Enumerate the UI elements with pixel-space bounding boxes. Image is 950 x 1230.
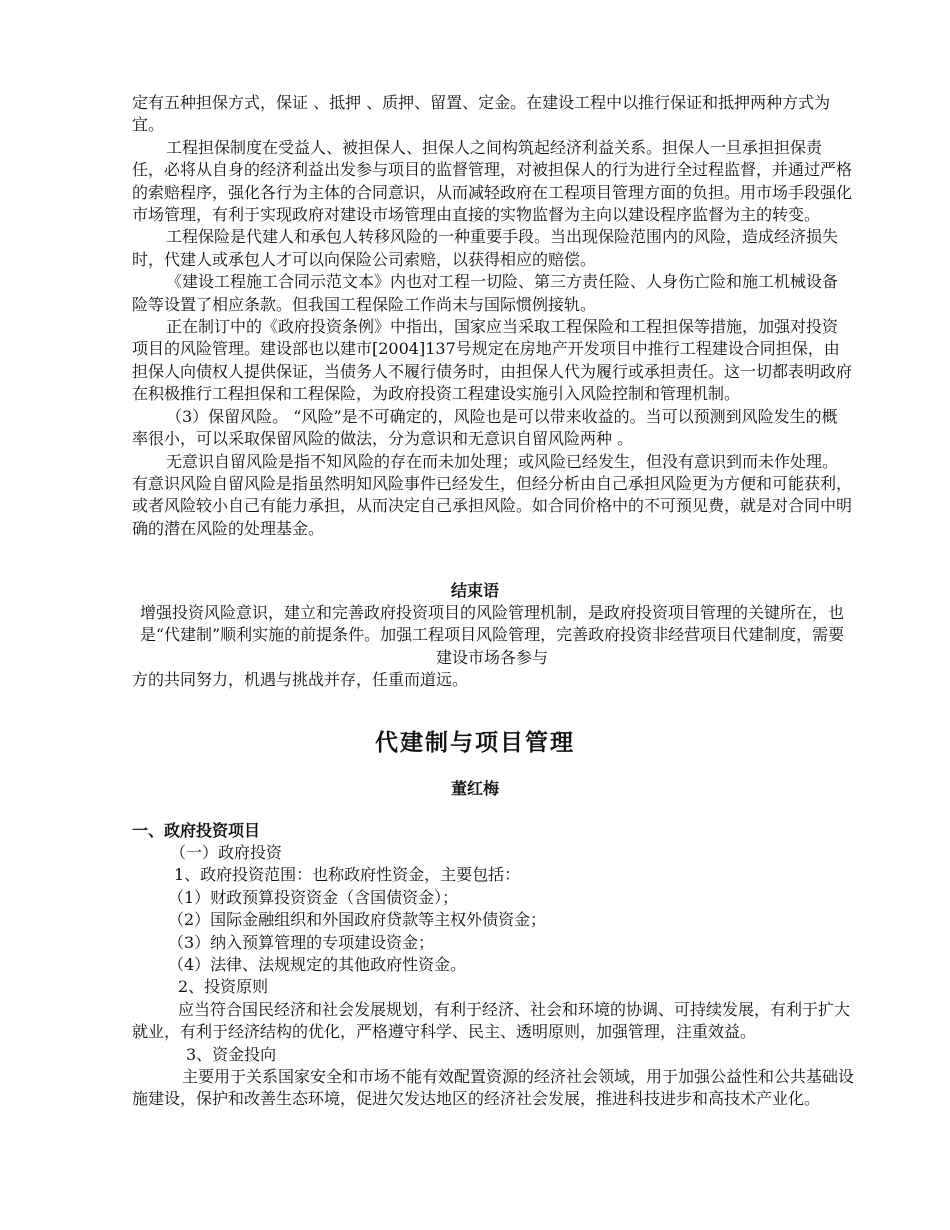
conclusion-centered-text: 增强投资风险意识，建立和完善政府投资项目的风险管理机制，是政府投资项目管理的关键所在，也是“代建制”顺利实施的前提条件。加强工程项目风险管理，完善政府投资非经营项目代建制度，需要建设市场各参与 [139,603,845,667]
conclusion-title: 结束语 [450,581,499,600]
subheading: （一）政府投资 [170,843,283,862]
list-item: （4）法律、法规规定的其他政府性资金。 [168,955,467,975]
paragraph: 无意识自留风险是指不知风险的存在而未加处理；或风险已经发生，但没有意识到而未作处理。有意识风险自留风险是指虽然明知风险事件已经发生，但经分析由自己承担风险更为方便和可能获利，或者风险较小自己有能力承担，从而决定自己承担风险。如合同价格中的不可预见费，就是对合同中明确的潜在风险的处理基金。 [132,451,853,538]
article-author: 董红梅 [450,779,499,798]
article-body [132,842,862,1111]
conclusion-text [132,602,852,692]
paragraph: 《建设工程施工合同示范文本》内也对工程一切险、第三方责任险、人身伤亡险和施工机械设备险等设置了相应条款。但我国工程保险工作尚未与国际惯例接轨。 [132,272,839,314]
subheading: 3、资金投向 [186,1044,277,1064]
list-item: （1）财政预算投资资金（含国债资金）； [168,887,459,907]
list-item: （2）国际金融组织和外国政府贷款等主权外债资金； [168,910,547,930]
list-item: 1、政府投资范围：也称政府性资金，主要包括： [174,865,521,885]
conclusion-last-line: 方的共同努力，机遇与挑战并存，任重而道远。 [132,670,469,690]
section-heading: 一、政府投资项目 [132,821,261,840]
paragraph: 正在制订中的《政府投资条例》中指出，国家应当采取工程保险和工程担保等措施，加强对投资项目的风险管理。建设部也以建市[2004]137号规定在房地产开发项目中推行工程建设合同担保，由担保人向债权人提供保证，当债务人不履行债务时，由担保人代为履行或承担责任。这一切都表明政府在积极推行工程担保和工程保险，为政府投资工程建设实施引入风险控制和管理机制。 [132,317,853,404]
paragraph: 主要用于关系国家安全和市场不能有效配置资源的经济社会领域，用于加强公益性和公共基础设施建设，保护和改善生态环境，促进欠发达地区的经济社会发展，推进科技进步和高技术产业化。 [132,1067,855,1109]
paragraph: 定有五种担保方式，保证 、抵押 、质押、留置、定金。在建设工程中以推行保证和抵押两种方式为宜。 [132,93,831,135]
paragraph: （3）保留风险。 “风险”是不可确定的，风险也是可以带来收益的。当可以预测到风险发生的概率很小，可以采取保留风险的做法，分为意识和无意识自留风险两种 。 [132,406,838,449]
article-title: 代建制与项目管理 [375,730,575,756]
list-item: （3）纳入预算管理的专项建设资金； [168,932,435,952]
paragraph: 应当符合国民经济和社会发展规划，有利于经济、社会和环境的协调、可持续发展，有利于扩大就业，有利于经济结构的优化，严格遵守科学、民主、透明原则，加强管理，注重效益。 [132,999,851,1042]
top-text-section [132,92,852,540]
subheading: 2、投资原则 [178,977,269,997]
paragraph: 工程保险是代建人和承包人转移风险的一种重要手段。当出现保险范围内的风险，造成经济损失时，代建人或承包人才可以向保险公司索赔，以获得相应的赔偿。 [132,227,839,269]
paragraph: 工程担保制度在受益人、被担保人、担保人之间构筑起经济利益关系。担保人一旦承担担保责任，必将从自身的经济利益出发参与项目的监督管理，对被担保人的行为进行全过程监督，并通过严格的索赔程序，强化各行为主体的合同意识，从而减轻政府在工程项目管理方面的负担。用市场手段强化市场管理，有利于实现政府对建设市场管理由直接的实物监督为主向以建设程序监督为主的转变。 [132,137,853,225]
